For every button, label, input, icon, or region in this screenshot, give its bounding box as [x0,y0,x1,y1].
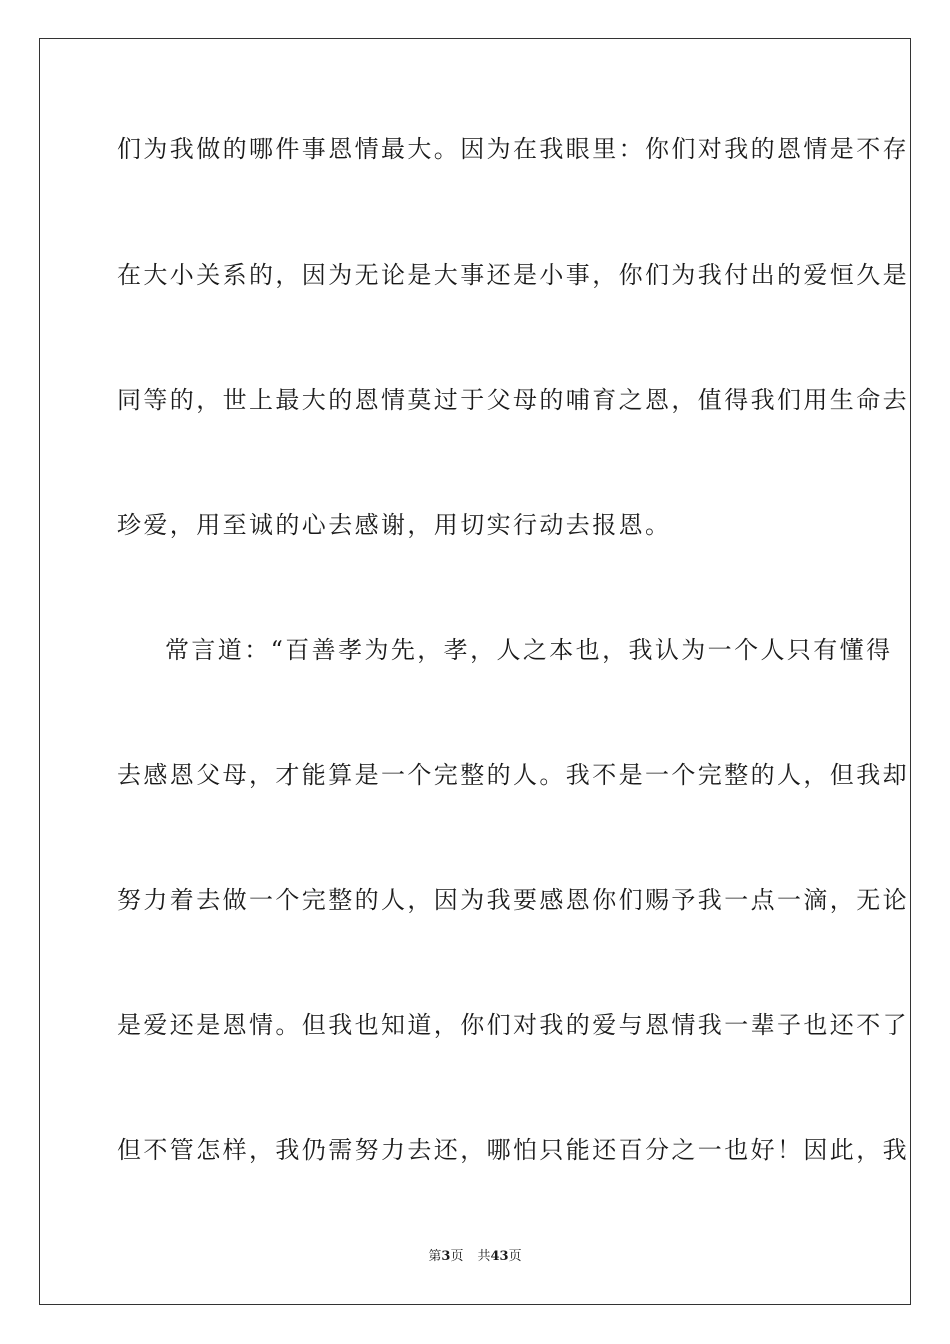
page-prefix: 第 [428,1249,442,1264]
body-line-1: 们为我做的哪件事恩情最大。因为在我眼里：你们对我的恩情是不存 [117,135,909,163]
body-line-8: 是爱还是恩情。但我也知道，你们对我的爱与恩情我一辈子也还不了 [117,1011,909,1039]
page-number: 3 [441,1249,451,1264]
body-line-6: 去感恩父母，才能算是一个完整的人。我不是一个完整的人，但我却 [117,761,909,789]
body-line-3: 同等的，世上最大的恩情莫过于父母的哺育之恩，值得我们用生命去 [117,386,909,414]
total-prefix: 共 [477,1249,491,1264]
body-line-7: 努力着去做一个完整的人，因为我要感恩你们赐予我一点一滴，无论 [117,886,909,914]
page-suffix: 页 [450,1249,464,1264]
total-pages: 43 [490,1249,509,1264]
body-line-2: 在大小关系的，因为无论是大事还是小事，你们为我付出的爱恒久是 [117,261,909,289]
body-line-9: 但不管怎样，我仍需努力去还，哪怕只能还百分之一也好！因此，我 [117,1136,909,1164]
body-line-4: 珍爱，用至诚的心去感谢，用切实行动去报恩。 [117,511,672,539]
page-footer [0,1248,950,1266]
total-suffix: 页 [508,1249,522,1264]
body-line-5: 常言道：“百善孝为先，孝，人之本也，我认为一个人只有懂得 [165,636,893,664]
page-frame [39,38,911,1305]
